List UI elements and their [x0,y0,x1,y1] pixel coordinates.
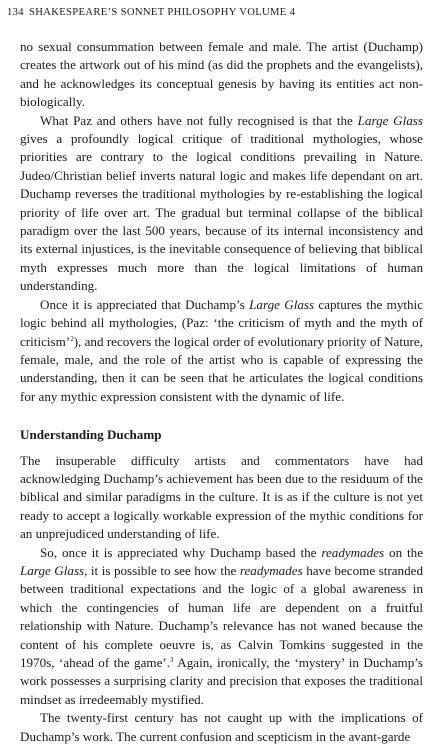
section-heading: Understanding Duchamp [20,427,162,443]
italic-title: Large Glass [357,112,423,128]
body-text [20,38,423,746]
text-run: , it is possible to see how the [84,562,240,578]
text-run: ), and recovers the logical order of evolutionary priority of Nature, female, male, and the role of the artist who is capable of expressing the understanding, then it can be seen that he articulates the logical conditions for any mythic expression consistent with the dynamic of life. [20,333,423,404]
text-run: The insuperable difficulty artists and commentators have had acknowledging Duchamp’s achievement has been due to the residuum of the biblical and similar paradigms in the culture. It is as if the culture is not yet ready to accept a logically workable expression of the mythic conditions for an unprejudiced understanding of life. [20,452,423,542]
footnote-marker: 3 [170,656,174,664]
paragraph [20,112,423,296]
italic-title: readymades [239,562,303,578]
footnote-marker: 2 [70,334,74,343]
italic-title: Large Glass [249,296,315,312]
paragraphs-after-heading [20,452,423,746]
paragraph [20,544,423,710]
text-run: gives a profoundly logical critique of traditional mythologies, whose priorities are contrary to the logical conditions prevailing in Nature. Judeo/Christian belief inverts natural logic and makes life dependant on art. Duchamp reverses the traditional mythologies by re-establishing the logical priority of life over art. The gradual but terminal collapse of the biblical paradigm over the last 500 years, because of its internal inconsistency and its external injustices, is the inevitable consequence of believing that biblical myth expresses much more than the logical limitations of human understanding. [20,131,423,294]
text-run: The twenty-first century has not caught up with the implications of Duchamp’s work. The current confusion and scepticism in the avant-garde [20,710,423,744]
text-run: captures the mythic logic behind all mythologies, (Paz: ‘the criticism of myth and the myth of criticism’ [20,296,424,349]
paragraph [20,709,423,746]
text-run: What Paz and others have not fully recognised is that the [40,112,358,128]
text-run: Again, ironically, the ‘mystery’ in Duchamp’s work possesses a surprising clarity and precision that exposes the traditional mindset as irredeemably mystified. [20,655,423,707]
paragraph [20,452,423,544]
paragraph [20,296,423,406]
text-run: have become stranded between traditional expectations and the logic of a global awareness in which the contingencies of human life are dependent on a fruitful relationship with Nature. Duchamp’s relevance has not waned because the content of his complete oeuvre is, as Calvin Tomkins suggested in the 1970s, ‘ahead of the game’. [20,562,424,670]
text-run: Once it is appreciated that Duchamp’s [40,296,250,312]
text-run: on the [384,544,424,560]
text-run: So, once it is appreciated why Duchamp based the [40,544,322,560]
page-number: 134 [7,7,24,18]
paragraph [20,38,423,112]
italic-title: readymades [321,544,385,560]
running-head-title: SHAKESPEARE’S SONNET PHILOSOPHY VOLUME 4 [28,7,296,18]
text-run: no sexual consummation between female and male. The artist (Duchamp) creates the artwork out of his mind (as did the prophets and the evangelists), and he acknowledges its conceptual genesis by having its entities act non-biologically. [20,39,423,110]
italic-title: Large Glass [20,562,85,578]
running-head [7,6,295,20]
paragraphs-before-heading [20,38,423,406]
